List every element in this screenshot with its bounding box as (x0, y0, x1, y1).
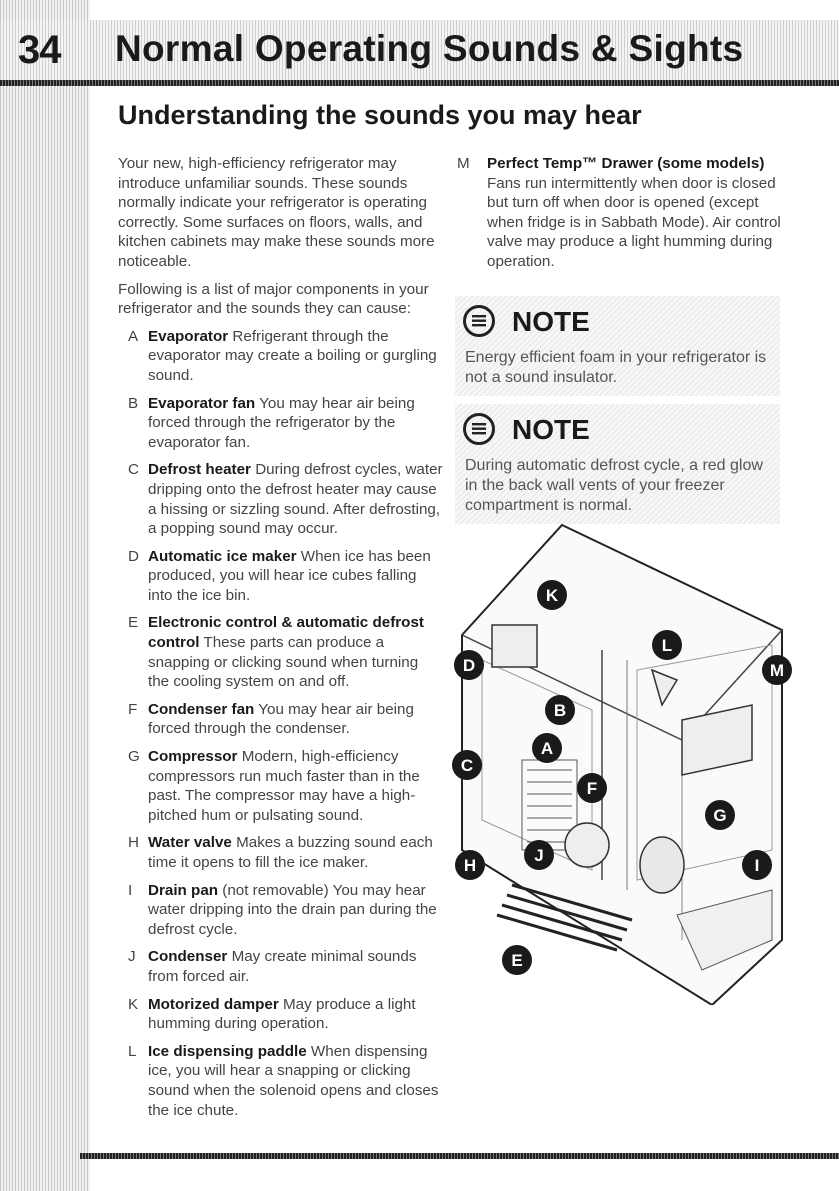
intro-paragraph-1: Your new, high-efficiency refrigerator may introduce unfamiliar sounds. These sounds normally indicate your refrigerator is operating correctly. Some surfaces on floors, walls, and kitchen cabinets may make these sounds more noticeable. (118, 155, 435, 270)
callout-c (452, 750, 482, 780)
side-band (0, 0, 90, 1191)
component-desc: When dispensing ice, you will hear a snapping or clicking sound when the solenoid opens and closes the ice chute. (148, 1042, 439, 1119)
component-name: Perfect Temp™ Drawer (some models) (487, 155, 765, 172)
svg-text:F: F (586, 779, 598, 798)
component-name: Evaporator (148, 327, 229, 345)
component-name: Ice dispensing paddle (148, 1042, 307, 1060)
component-letter: J (128, 948, 136, 966)
component-desc: You may hear air being forced through the condenser. (148, 700, 414, 738)
component-item-d (118, 547, 443, 606)
callout-j (524, 840, 554, 870)
component-name: Drain pan (148, 881, 219, 899)
component-letter: K (128, 995, 139, 1013)
component-name: Condenser (148, 948, 228, 966)
svg-text:I: I (754, 856, 760, 875)
component-item-k (118, 995, 443, 1034)
component-letter: D (128, 547, 139, 565)
component-name: Water valve (148, 834, 232, 852)
component-item-j (118, 947, 443, 986)
callout-h (455, 850, 485, 880)
component-letter: E (128, 614, 139, 632)
component-letter: M (457, 155, 470, 172)
component-desc: Modern, high-efficiency compressors run much faster than in the past. The compressor may have a high-pitched hum or pulsating sound. (148, 748, 420, 824)
svg-text:E: E (511, 951, 523, 970)
page-number: 34 (18, 28, 61, 72)
component-letter: G (128, 748, 140, 766)
svg-text:J: J (534, 846, 544, 865)
callout-f (577, 773, 607, 803)
component-name: Condenser fan (148, 700, 255, 718)
svg-text:B: B (553, 701, 567, 720)
svg-text:D: D (462, 656, 476, 675)
callout-i (742, 850, 772, 880)
component-item-b (118, 394, 443, 453)
component-letter: B (128, 394, 139, 412)
component-desc: Fans run intermittently when door is closed but turn off when door is opened (except when fridge is in Sabbath Mode). Air control valve may produce a light humming during operation. (487, 174, 781, 270)
page-title: Normal Operating Sounds & Sights (115, 28, 744, 69)
svg-text:K: K (545, 586, 559, 605)
left-column (118, 154, 443, 1128)
callout-d (454, 650, 484, 680)
svg-text:A: A (540, 739, 554, 758)
callout-m (762, 655, 792, 685)
svg-text:C: C (460, 756, 474, 775)
callout-e (502, 945, 532, 975)
component-item-e (118, 613, 443, 691)
component-item-m (457, 154, 787, 272)
refrigerator-diagram (452, 520, 797, 1005)
header-rule (0, 80, 839, 86)
note-text: During automatic defrost cycle, a red glow in the back wall vents of your freezer compartment is normal. (465, 457, 763, 514)
callout-a (532, 733, 562, 763)
callout-b (545, 695, 575, 725)
component-name: Evaporator fan (148, 394, 256, 412)
component-item-c (118, 460, 443, 538)
component-letter: I (128, 881, 133, 899)
note-icon (463, 305, 495, 337)
note-label: NOTE (512, 414, 590, 445)
component-letter: H (128, 834, 139, 852)
svg-text:H: H (463, 856, 477, 875)
component-letter: L (128, 1042, 137, 1060)
component-desc: You may hear air being forced through the refrigerator by the evaporator fan. (148, 394, 415, 451)
component-name: Defrost heater (148, 461, 251, 479)
component-desc: May produce a light humming during operation. (148, 995, 416, 1033)
refrigerator-illustration (452, 520, 797, 1005)
component-item-l (118, 1042, 443, 1120)
note-text: Energy efficient foam in your refrigerator is not a sound insulator. (465, 349, 767, 386)
svg-text:M: M (769, 661, 785, 680)
component-letter: A (128, 327, 139, 345)
note-box-2 (455, 404, 780, 524)
component-desc: During defrost cycles, water dripping onto the defrost heater may cause a hissing or sizzling sound. After defrosting, a popping sound may occur. (148, 461, 443, 538)
component-desc: These parts can produce a snapping or clicking sound when turning the cooling system on and off. (148, 634, 419, 691)
intro-paragraph-2: Following is a list of major components in your refrigerator and the sounds they can cause: (118, 280, 429, 318)
component-name: Automatic ice maker (148, 547, 297, 565)
component-letter: F (128, 700, 138, 718)
component-item-h (118, 833, 443, 872)
section-title: Understanding the sounds you may hear (118, 100, 642, 130)
component-desc: (not removable) You may hear water dripping into the drain pan during the defrost cycle. (148, 881, 437, 938)
footer-rule (80, 1153, 839, 1159)
component-desc: Makes a buzzing sound each time it opens to fill the ice maker. (148, 834, 433, 871)
component-letter: C (128, 461, 139, 479)
note-box-1 (455, 296, 780, 396)
component-desc: May create minimal sounds from forced air. (148, 948, 417, 985)
svg-text:L: L (661, 636, 673, 655)
component-name: Motorized damper (148, 995, 279, 1013)
component-item-a (118, 327, 443, 386)
component-item-f (118, 700, 443, 739)
callout-l (652, 630, 682, 660)
component-desc: When ice has been produced, you will hear ice cubes falling into the ice bin. (148, 547, 431, 604)
component-name: Electronic control & automatic defrost control (148, 614, 424, 652)
note-label: NOTE (512, 306, 590, 337)
callout-k (537, 580, 567, 610)
svg-text:G: G (713, 806, 727, 825)
callout-g (705, 800, 735, 830)
component-name: Compressor (148, 748, 238, 766)
component-item-i (118, 881, 443, 940)
right-column (457, 154, 787, 280)
component-item-g (118, 747, 443, 825)
note-icon (463, 413, 495, 445)
component-desc: Refrigerant through the evaporator may create a boiling or gurgling sound. (148, 327, 437, 384)
